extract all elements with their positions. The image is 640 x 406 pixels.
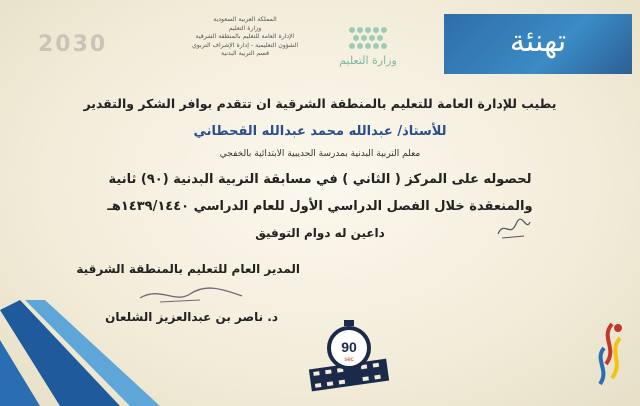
government-header [178, 16, 312, 59]
gov-line: المملكة العربية السعودية [213, 16, 277, 23]
stopwatch-film-icon [306, 318, 392, 406]
gov-line: قسم التربية البدنية [221, 50, 269, 58]
signatory-title: المدير العام للتعليم بالمنطقة الشرقية [76, 262, 300, 276]
body-line-wishes: داعين له دوام التوفيق [255, 226, 385, 240]
body-line-achievement: لحصوله على المركز ( الثاني ) في مسابقة التربية البدنية (٩٠) ثانية [108, 172, 532, 187]
award-number: 90 [341, 339, 357, 355]
congrats-word: تهنئة [509, 24, 567, 59]
handwritten-initial [494, 214, 534, 242]
ministry-name: وزارة التعليم [339, 54, 397, 67]
congrats-banner [444, 14, 632, 74]
gov-line: الشؤون التعليمية - إدارة الإشراف التربوي [191, 41, 299, 49]
body-line-term: والمنعقدة خلال الفصل الدراسي الأول للعام الدراسي ١٤٣٩/١٤٤٠هـ [107, 199, 533, 214]
signatory-name: د. ناصر بن عبدالعزيز الشلعان [105, 310, 278, 324]
handwritten-signature [130, 282, 250, 308]
gov-line: وزارة التعليم [228, 24, 262, 32]
gov-line: الإدارة العامة للتعليم بالمنطقة الشرقية [195, 33, 295, 41]
recipient-role: معلم التربية البدنية بمدرسة الحديبية الابتدائية بالخفجي [219, 149, 421, 159]
award-unit: sec [344, 357, 354, 363]
body-line-thanks: يطيب للإدارة العامة للتعليم بالمنطقة الشرقية ان تتقدم بوافر الشكر والتقدير [83, 96, 557, 111]
recipient-name: للأستاذ/ عبدالله محمد عبدالله القحطاني [193, 124, 447, 139]
vision-2030-logo: 2030 [38, 32, 108, 57]
department-emblem-icon [560, 318, 640, 406]
